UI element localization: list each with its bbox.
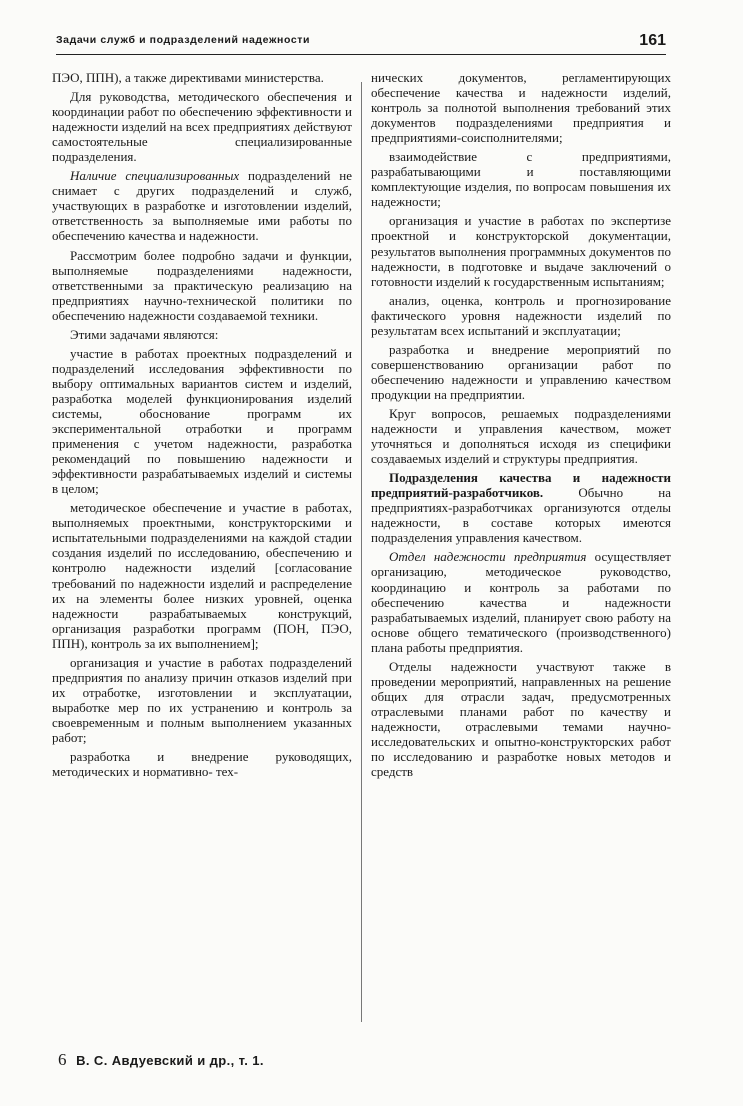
signature-text: В. С. Авдуевский и др., т. 1. [76, 1053, 264, 1068]
paragraph [371, 549, 671, 654]
column-divider [361, 82, 362, 1022]
text-run: Этими задачами являются: [70, 326, 219, 342]
right-column [371, 70, 671, 783]
text-run: Отделы надежности участвуют также в проведении мероприятий, направленных на решение общих для отрасли задач, предусмотренных отраслевыми планами работ по качеству и надежности, отраслевыми темами научно-исследовательских и опытно-конструкторских работ по исследованию и разработке новых методов и средств [371, 658, 671, 780]
paragraph [371, 406, 671, 466]
paragraph [52, 248, 352, 323]
text-run: нических документов, регламентирующих обеспечение качества и надежности изделий, контроль за полнотой выполнения требований этих документов подразделениями предприятия и предприятиями-соисполнителями; [371, 70, 671, 146]
text-run: разработка и внедрение мероприятий по совершенствованию организации работ по обеспечению надежности и управлению качеством продукции на предприятии. [371, 341, 671, 402]
text-run: ПЭО, ППН), а также директивами министерства. [52, 70, 324, 85]
paragraph [52, 89, 352, 164]
running-head [56, 30, 666, 56]
text-run: участие в работах проектных подразделений и подразделений исследования эффективности по выбору оптимальных вариантов систем и изделий, разработка моделей функционирования изделий системы, обоснование программ их экспериментальной отработки и программ применения с учетом надежности, разработка рекомендаций по повышению надежности и эффективности разрабатываемых изделий и системы в целом; [52, 345, 352, 497]
paragraph [371, 70, 671, 145]
left-column [52, 70, 352, 783]
text-run: анализ, оценка, контроль и прогнозирование фактического уровня надежности изделий по результатам всех испытаний и эксплуатации; [371, 292, 671, 338]
running-head-title: Задачи служб и подразделений надежности [56, 34, 311, 46]
italic-run: Наличие специализированных [70, 168, 240, 184]
text-run: Обычно на предприятиях-разработчиках организуются отделы надежности, в составе которых имеются подразделения управления качеством. [371, 485, 671, 546]
paragraph [52, 655, 352, 745]
paragraph [371, 470, 671, 545]
text-run: взаимодействие с предприятиями, разрабатывающими и поставляющими комплектующие изделия, по вопросам повышения их надежности; [371, 149, 671, 210]
paragraph [371, 342, 671, 402]
paragraph [52, 346, 352, 496]
text-run: Рассмотрим более подробно задачи и функции, выполняемые подразделениями надежности, ответственными за практическую реализацию на предприятиях научно-технической политики по обеспечению надежности создаваемой техники. [52, 247, 352, 323]
paragraph [371, 293, 671, 338]
text-run: подразделений не снимает с других подразделений и служб, участвующих в разработке и изготовлении изделий, ответственность за выполняемые ими работы по обеспечению качества и надежности. [52, 168, 352, 244]
text-run: организация и участие в работах по экспертизе проектной и конструкторской документации, результатов выполнения программных документов по надежности, в подготовке и выдаче заключений о готовности изделий к государственным испытаниям; [371, 213, 671, 289]
text-run: Для руководства, методического обеспечения и координации работ по обеспечению эффективности и надежности изделий на всех предприятиях действуют самостоятельные специализированные подразделения. [52, 89, 352, 165]
paragraph [371, 149, 671, 209]
text-run: разработка и внедрение руководящих, методических и нормативно- тех- [52, 749, 352, 780]
paragraph [52, 327, 352, 342]
text-run: методическое обеспечение и участие в работах, выполняемых проектными, конструкторскими и испытательными подразделениями на каждой стадии создания изделий по исследованию, обеспечению и контролю надежности изделий [согласование требований по надежности изделий и распределение их на элементы более низких уровней, оценка надежности разрабатываемых конструкций, организация разработки программ (ПОН, ПЭО, ППН), контроль за их выполнением]; [52, 500, 352, 651]
header-rule [56, 54, 666, 55]
text-run: осуществляет организацию, методическое руководство, координацию и контроль за работами по обеспечению качества и надежности разрабатываемых изделий, планирует свою работу на основе общего тематического (производственного) плана работы предприятия. [371, 549, 671, 655]
bold-run: Подразделения качества и надежности предприятий-разработчиков. [371, 470, 671, 501]
italic-run: Отдел надежности предприятия [389, 549, 587, 565]
paragraph [371, 213, 671, 288]
page-number: 161 [639, 32, 666, 49]
paragraph [52, 749, 352, 779]
text-run: организация и участие в работах подразделений предприятия по анализу причин отказов изделий при их отработке, изготовлении и эксплуатации, выработке мер по их устранению и контроль за своевременным и полным выполнением указанных работ; [52, 654, 352, 745]
paragraph [52, 500, 352, 650]
paragraph [52, 70, 352, 85]
text-run: Круг вопросов, решаемых подразделениями надежности и управления качеством, может уточняться и дополняться исходя из специфики создаваемых изделий и структуры предприятия. [371, 405, 671, 467]
paragraph [52, 168, 352, 243]
signature-number: 6 [58, 1050, 67, 1069]
paragraph [371, 659, 671, 779]
footer-signature [58, 1050, 264, 1070]
